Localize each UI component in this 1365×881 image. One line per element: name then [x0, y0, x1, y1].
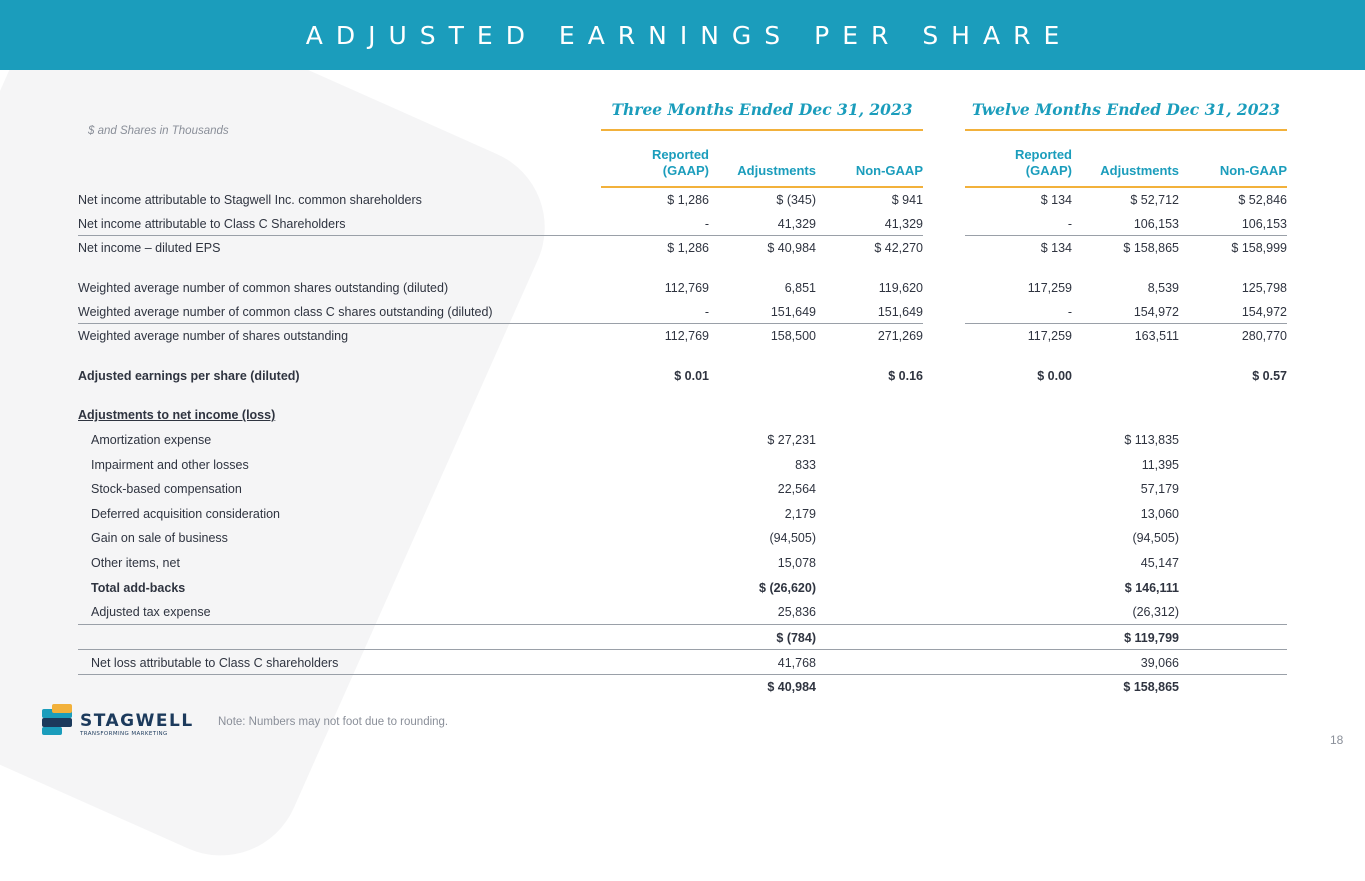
- table-cell: 112,769: [664, 329, 709, 343]
- row-label: Adjusted earnings per share (diluted): [78, 369, 300, 383]
- column-header-underline: [965, 186, 1287, 188]
- period-underline: [601, 129, 923, 131]
- column-header-underline: [601, 186, 923, 188]
- stagwell-logo-mark-icon: [42, 704, 72, 735]
- table-cell: 280,770: [1241, 329, 1287, 343]
- table-cell: $ 42,270: [874, 241, 923, 255]
- column-header-reported-line2: (GAAP): [1025, 163, 1072, 178]
- adjustment-value: $ 113,835: [1124, 433, 1179, 447]
- column-header-adjustments: Adjustments: [1100, 163, 1179, 178]
- row-label: Weighted average number of common shares outstanding (diluted): [78, 281, 449, 295]
- table-cell: 6,851: [784, 281, 816, 295]
- table-cell: 271,269: [877, 329, 923, 343]
- adjustment-value: $ (26,620): [759, 581, 816, 595]
- adjustment-value: 15,078: [777, 556, 816, 570]
- table-cell: 154,972: [1133, 305, 1179, 319]
- adjustment-value: $ 40,984: [767, 680, 816, 694]
- adjustment-label: Adjusted tax expense: [91, 605, 211, 619]
- table-cell: $ 0.16: [888, 369, 923, 383]
- row-label: Weighted average number of common class C shares outstanding (diluted): [78, 305, 493, 319]
- table-cell: -: [1067, 305, 1072, 319]
- row-label: Net income attributable to Class C Shareholders: [78, 217, 346, 231]
- adjustment-value: 22,564: [777, 482, 816, 496]
- adjustment-label: Other items, net: [91, 556, 180, 570]
- table-cell: 41,329: [884, 217, 923, 231]
- table-cell: $ 134: [1040, 193, 1072, 207]
- adjustment-value: 39,066: [1140, 656, 1179, 670]
- row-label: Net income – diluted EPS: [78, 241, 221, 255]
- column-header-reported-line2: (GAAP): [662, 163, 709, 178]
- adjustment-value: 833: [795, 458, 816, 472]
- row-label: Weighted average number of shares outstanding: [78, 329, 349, 343]
- stagwell-logo: [40, 703, 210, 739]
- table-cell: $ 0.57: [1252, 369, 1287, 383]
- table-cell: 154,972: [1241, 305, 1287, 319]
- table-cell: 117,259: [1027, 329, 1072, 343]
- table-cell: $ 40,984: [767, 241, 816, 255]
- adjustment-value: $ 119,799: [1124, 631, 1179, 645]
- column-header-reported: [972, 147, 1072, 179]
- table-cell: 41,329: [777, 217, 816, 231]
- column-header-non-gaap: Non-GAAP: [855, 163, 923, 178]
- table-cell: $ 52,846: [1238, 193, 1287, 207]
- page-header: [0, 0, 1365, 70]
- page-number: 18: [1330, 733, 1344, 747]
- table-cell: 125,798: [1241, 281, 1287, 295]
- period-underline: [965, 129, 1287, 131]
- table-cell: $ (345): [776, 193, 816, 207]
- table-cell: -: [1067, 217, 1072, 231]
- table-cell: $ 158,999: [1231, 241, 1287, 255]
- row-separator: [78, 323, 923, 324]
- adjustment-value: 57,179: [1140, 482, 1179, 496]
- adjustment-value: 41,768: [777, 656, 816, 670]
- page-title: ADJUSTED EARNINGS PER SHARE: [305, 20, 1073, 50]
- table-cell: 117,259: [1027, 281, 1072, 295]
- table-cell: $ 134: [1040, 241, 1072, 255]
- adjustment-value: $ (784): [776, 631, 816, 645]
- table-cell: 163,511: [1134, 329, 1179, 343]
- column-header-reported-line1: Reported: [651, 147, 709, 162]
- logo-tagline: TRANSFORMING MARKETING: [80, 731, 168, 737]
- table-cell: 106,153: [1241, 217, 1287, 231]
- row-separator: [965, 235, 1287, 236]
- table-cell: 106,153: [1133, 217, 1179, 231]
- table-cell: $ 158,865: [1123, 241, 1179, 255]
- table-cell: $ 1,286: [667, 241, 709, 255]
- adjustment-value: $ 146,111: [1124, 581, 1179, 595]
- column-header-reported: [609, 147, 709, 179]
- adjustment-value: 25,836: [777, 605, 816, 619]
- adjustments-section-title: Adjustments to net income (loss): [78, 408, 276, 422]
- table-cell: $ 0.00: [1037, 369, 1072, 383]
- row-separator: [78, 235, 923, 236]
- adjustment-label: Impairment and other losses: [91, 458, 249, 472]
- adjustment-value: (94,505): [769, 531, 816, 545]
- logo-wordmark: STAGWELL: [80, 711, 194, 731]
- units-note: $ and Shares in Thousands: [88, 125, 229, 137]
- adjustment-value: (26,312): [1132, 605, 1179, 619]
- table-cell: $ 1,286: [667, 193, 709, 207]
- table-cell: 158,500: [770, 329, 816, 343]
- table-cell: 8,539: [1147, 281, 1179, 295]
- row-separator: [965, 323, 1287, 324]
- table-cell: $ 0.01: [674, 369, 709, 383]
- table-cell: $ 52,712: [1130, 193, 1179, 207]
- adjustment-value: 45,147: [1140, 556, 1179, 570]
- adjustment-value: (94,505): [1132, 531, 1179, 545]
- table-cell: 151,649: [877, 305, 923, 319]
- adjustment-label: Total add-backs: [91, 581, 186, 595]
- adjustment-value: 13,060: [1140, 507, 1179, 521]
- table-cell: -: [704, 217, 709, 231]
- adjustment-value: 2,179: [784, 507, 816, 521]
- table-cell: 119,620: [878, 281, 923, 295]
- row-label: Net income attributable to Stagwell Inc. common shareholders: [78, 193, 422, 207]
- period-heading-twelve-months: Twelve Months Ended Dec 31, 2023: [971, 100, 1281, 119]
- adjustment-label: Stock-based compensation: [91, 482, 242, 496]
- adjustment-label: Amortization expense: [91, 433, 212, 447]
- row-separator: [78, 624, 1287, 625]
- table-cell: 151,649: [770, 305, 816, 319]
- row-separator: [78, 649, 1287, 650]
- column-header-adjustments: Adjustments: [737, 163, 816, 178]
- table-cell: -: [704, 305, 709, 319]
- column-header-reported-line1: Reported: [1014, 147, 1072, 162]
- footnote: Note: Numbers may not foot due to rounding.: [218, 716, 449, 728]
- adjustment-label: Net loss attributable to Class C shareholders: [91, 656, 339, 670]
- adjustment-label: Deferred acquisition consideration: [91, 507, 280, 521]
- adjustment-value: 11,395: [1141, 458, 1179, 472]
- row-separator: [78, 674, 1287, 675]
- column-header-non-gaap: Non-GAAP: [1219, 163, 1287, 178]
- adjustment-value: $ 158,865: [1123, 680, 1179, 694]
- table-cell: $ 941: [891, 193, 923, 207]
- period-heading-three-months: Three Months Ended Dec 31, 2023: [611, 100, 913, 119]
- adjustment-value: $ 27,231: [767, 433, 816, 447]
- table-cell: 112,769: [664, 281, 709, 295]
- adjustment-label: Gain on sale of business: [91, 531, 228, 545]
